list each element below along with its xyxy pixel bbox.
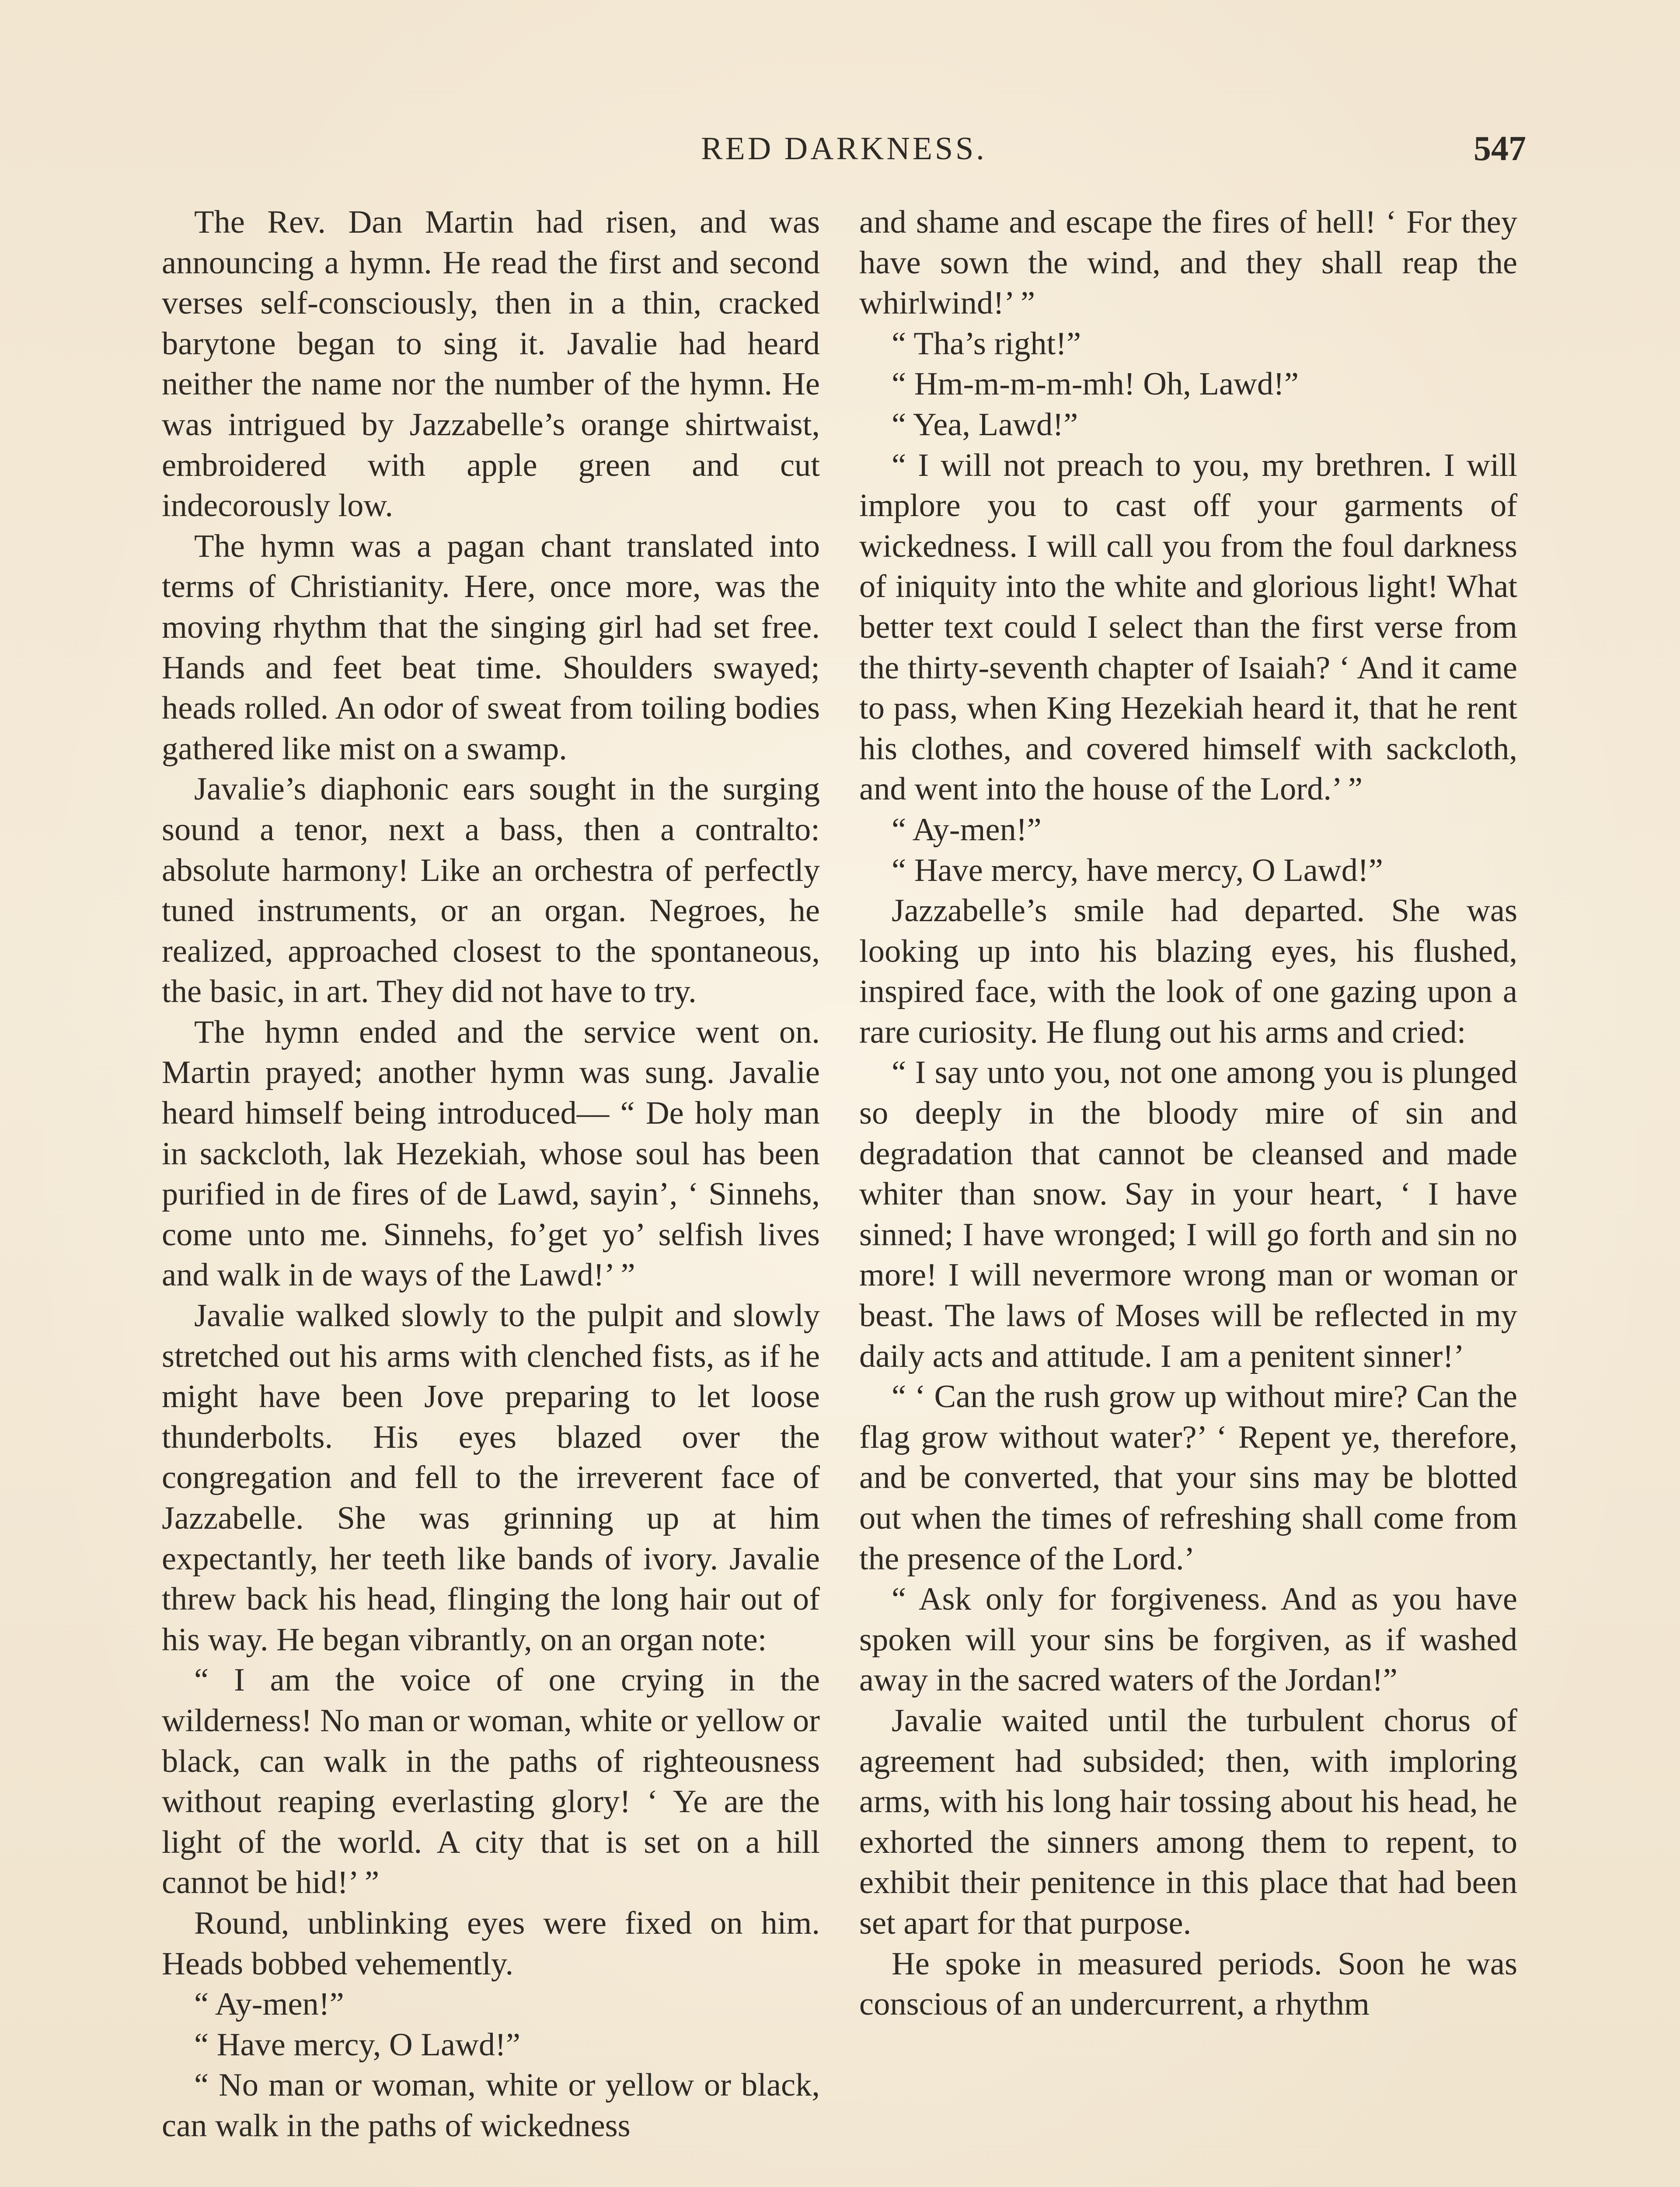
paragraph: “ I will not preach to you, my brethren. I will implore you to cast off your garments of wickedness. I will call you from the foul darkness of iniquity into the white and glorious light! What better text could I select than the first verse from the thirty-seventh chapter of Isaiah? ‘ And it came to pass, when King Hezekiah heard it, that he rent his clothes, and covered himself with sackcloth, and went into the house of the Lord.’ ” [859, 447, 1517, 807]
paragraph: “ Hm-m-m-m-mh! Oh, Lawd!” [892, 366, 1299, 402]
paragraph: “ Yea, Lawd!” [892, 406, 1078, 443]
running-title: RED DARKNESS. [701, 131, 987, 167]
paragraph: Javalie waited until the turbulent chorus of agreement had subsided; then, with imploring arms, with his long hair tossing about his head, he exhorted the sinners among them to repent, to exhibit their penitence in this place that had been set apart for that purpose. [859, 1702, 1517, 1941]
paragraph: Round, unblinking eyes were fixed on him. Heads bobbed vehemently. [162, 1905, 820, 1982]
paragraph: “ Have mercy, have mercy, O Lawd!” [892, 852, 1383, 888]
paragraph: The Rev. Dan Martin had risen, and was announcing a hymn. He read the first and second verses self-consciously, then in a thin, cracked barytone began to sing it. Javalie had heard neither the name nor the number of the hymn. He was intrigued by Jazzabelle’s orange shirtwaist, embroidered with apple green and cut indecorously low. [162, 204, 820, 524]
page-header [162, 125, 1526, 173]
paragraph: and shame and escape the fires of hell! ‘ For they have sown the wind, and they shall reap the whirlwind!’ ” [859, 204, 1517, 321]
paragraph: “ No man or woman, white or yellow or black, can walk in the paths of wickedness [162, 2067, 820, 2144]
paragraph: “ Ask only for forgiveness. And as you have spoken will your sins be forgiven, as if washed away in the sacred waters of the Jordan!” [859, 1581, 1517, 1698]
right-column [859, 202, 1517, 2025]
paragraph: He spoke in measured periods. Soon he was conscious of an undercurrent, a rhythm [859, 1946, 1517, 2023]
paragraph: “ Ay-men!” [194, 1986, 344, 2023]
page-number: 547 [1474, 129, 1526, 168]
paragraph: The hymn was a pagan chant translated into terms of Christianity. Here, once more, was the moving rhythm that the singing girl had set free. Hands and feet beat time. Shoulders swayed; heads rolled. An odor of sweat from toiling bodies gathered like mist on a swamp. [162, 528, 820, 767]
paragraph: Javalie walked slowly to the pulpit and slowly stretched out his arms with clenched fists, as if he might have been Jove preparing to let loose thunderbolts. His eyes blazed over the congregation and fell to the irreverent face of Jazzabelle. She was grinning up at him expectantly, her teeth like bands of ivory. Javalie threw back his head, flinging the long hair out of his way. He began vibrantly, on an organ note: [162, 1298, 820, 1658]
paragraph: “ ‘ Can the rush grow up without mire? Can the flag grow without water?’ ‘ Repent ye, therefore, and be converted, that your sins may be blotted out when the times of refreshing shall come from the presence of the Lord.’ [859, 1379, 1517, 1577]
paragraph: Jazzabelle’s smile had departed. She was looking up into his blazing eyes, his flushed, inspired face, with the look of one gazing upon a rare curiosity. He flung out his arms and cried: [859, 893, 1517, 1050]
paragraph: Javalie’s diaphonic ears sought in the surging sound a tenor, next a bass, then a contralto: absolute harmony! Like an orchestra of perfectly tuned instruments, or an organ. Negroes, he realized, approached closest to the spontaneous, the basic, in art. They did not have to try. [162, 771, 820, 1010]
paragraph: “ Ay-men!” [892, 811, 1042, 848]
paragraph: “ I say unto you, not one among you is plunged so deeply in the bloody mire of sin and degradation that cannot be cleansed and made whiter than snow. Say in your heart, ‘ I have sinned; I have wronged; I will go forth and sin no more! I will nevermore wrong man or woman or beast. The laws of Moses will be reflected in my daily acts and attitude. I am a penitent sinner!’ [859, 1055, 1517, 1374]
paragraph: “ Have mercy, O Lawd!” [194, 2026, 520, 2063]
paragraph: The hymn ended and the service went on. Martin prayed; another hymn was sung. Javalie heard himself being introduced— “ De holy man in sackcloth, lak Hezekiah, whose soul has been purified in de fires of de Lawd, sayin’, ‘ Sinnehs, come unto me. Sinnehs, fo’get yo’ selfish lives and walk in de ways of the Lawd!’ ” [162, 1014, 820, 1293]
paragraph: “ I am the voice of one crying in the wilderness! No man or woman, white or yellow or black, can walk in the paths of righteousness without reaping everlasting glory! ‘ Ye are the light of the world. A city that is set on a hill cannot be hid!’ ” [162, 1662, 820, 1901]
paragraph: “ Tha’s right!” [892, 325, 1081, 362]
left-column [162, 202, 820, 2146]
